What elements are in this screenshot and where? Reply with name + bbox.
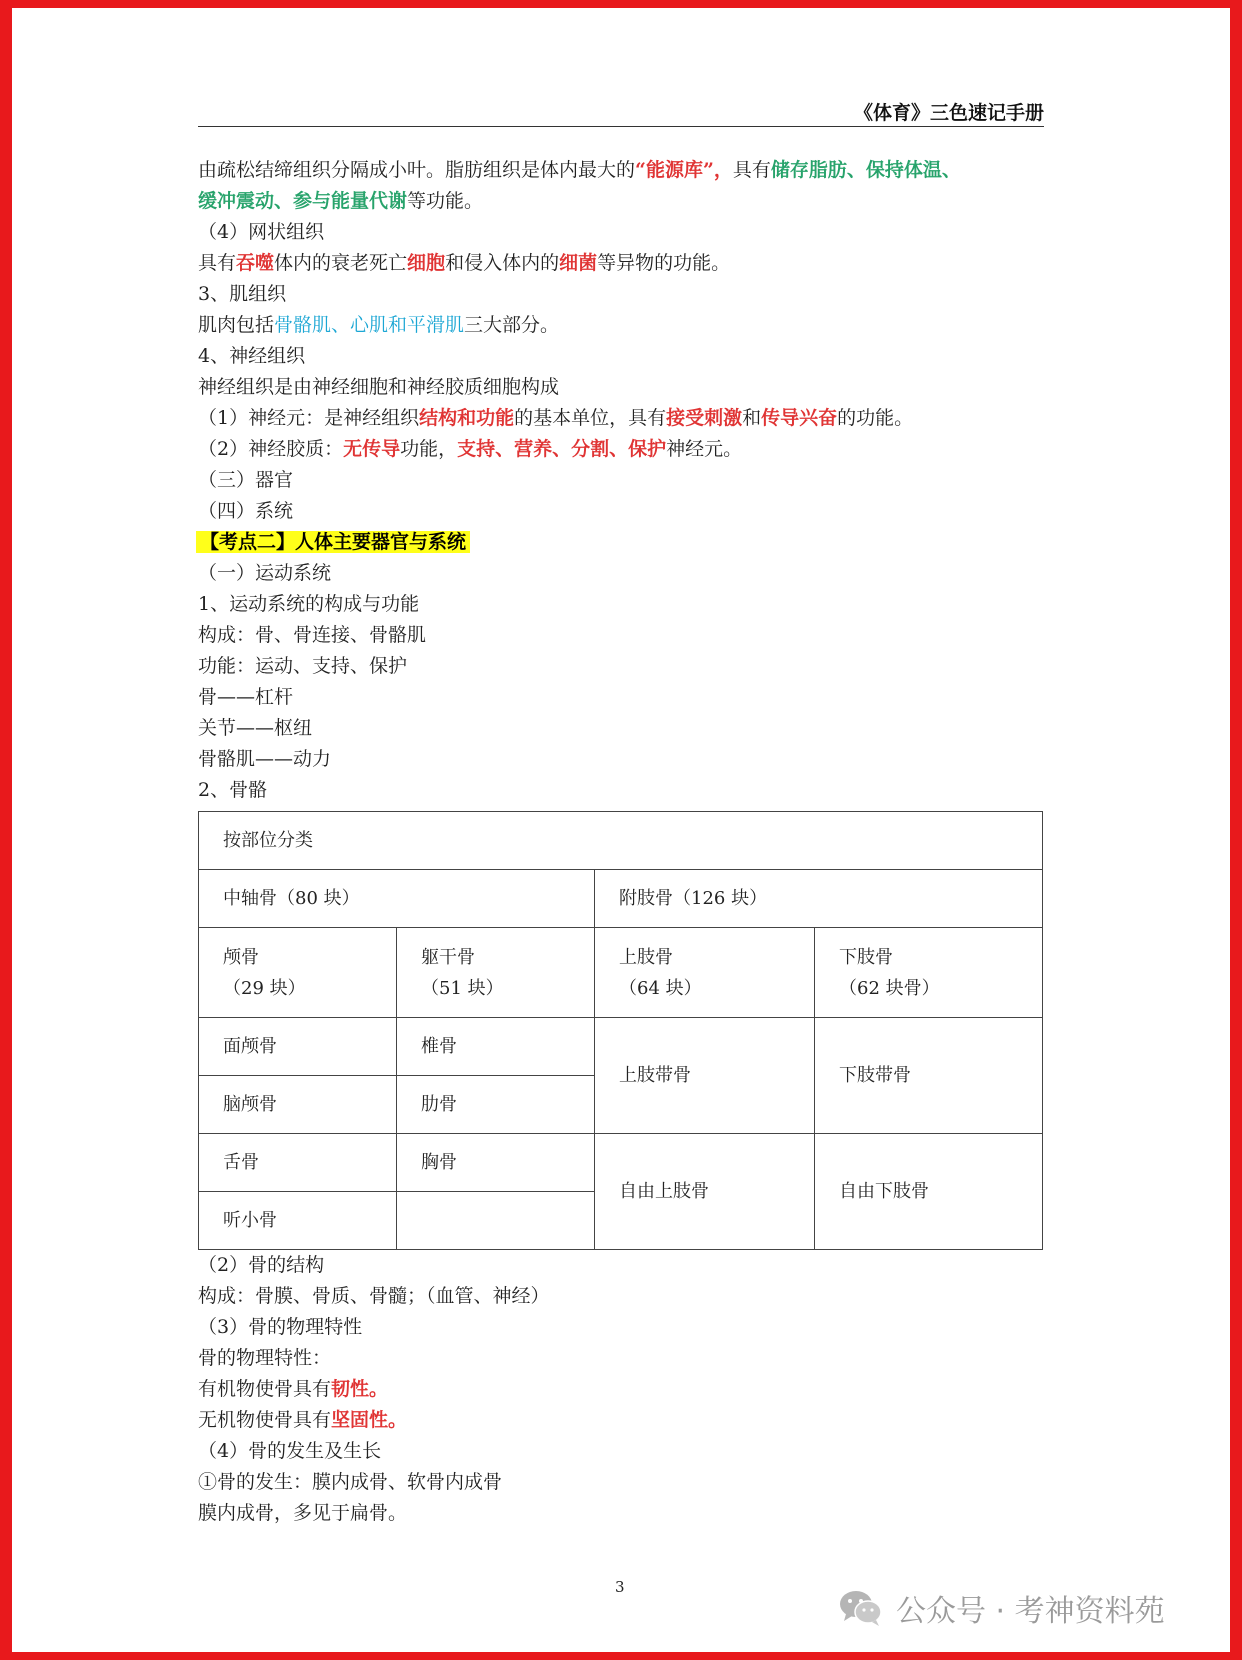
text-line: 骨——杠杆 xyxy=(198,686,294,708)
bone-section xyxy=(198,1250,1048,1529)
header-title: 《体育》三色速记手册 xyxy=(853,102,1044,124)
subheading: 2、骨骼 xyxy=(198,779,268,801)
table-cell: 面颅骨 xyxy=(199,1018,397,1076)
text-line: 构成：骨、骨连接、骨骼肌 xyxy=(198,624,427,646)
highlighted-heading: 【考点二】人体主要器官与系统 xyxy=(196,531,470,553)
table-cell: 下肢带骨 xyxy=(815,1018,1043,1134)
text-line: 有机物使骨具有韧性。 xyxy=(198,1378,389,1400)
section-heading xyxy=(198,527,1048,558)
table-cell: 躯干骨 （51 块） xyxy=(397,928,595,1018)
text-line: 缓冲震动、参与能量代谢等功能。 xyxy=(198,190,484,212)
text-line: 膜内成骨，多见于扁骨。 xyxy=(198,1502,408,1524)
table-cell: 附肢骨（126 块） xyxy=(595,870,1043,928)
text-line: 肌肉包括骨骼肌、心肌和平滑肌三大部分。 xyxy=(198,314,560,336)
text-line: 功能：运动、支持、保护 xyxy=(198,655,408,677)
subheading: （3）骨的物理特性 xyxy=(198,1316,363,1338)
subheading: 1、运动系统的构成与功能 xyxy=(198,593,420,615)
subheading: （4）网状组织 xyxy=(198,221,325,243)
text-line: 神经组织是由神经细胞和神经胶质细胞构成 xyxy=(198,376,560,398)
table-cell: 自由上肢骨 xyxy=(595,1134,815,1250)
subheading: （2）骨的结构 xyxy=(198,1254,325,1276)
text-line: 具有吞噬体内的衰老死亡细胞和侵入体内的细菌等异物的功能。 xyxy=(198,252,731,274)
watermark-text: 公众号 · 考神资料苑 xyxy=(896,1594,1165,1629)
subheading: （三）器官 xyxy=(198,469,294,491)
subheading: （一）运动系统 xyxy=(198,562,332,584)
table-cell: 肋骨 xyxy=(397,1076,595,1134)
subheading: 4、神经组织 xyxy=(198,345,306,367)
text-line: （2）神经胶质：无传导功能，支持、营养、分割、保护神经元。 xyxy=(198,438,743,460)
text-line: 无机物使骨具有坚固性。 xyxy=(198,1409,408,1431)
text-line: 关节——枢纽 xyxy=(198,717,313,739)
text-line: 构成：骨膜、骨质、骨髓；（血管、神经） xyxy=(198,1285,550,1307)
table-cell: 上肢骨 （64 块） xyxy=(595,928,815,1018)
wechat-icon xyxy=(838,1588,884,1628)
subheading: 3、肌组织 xyxy=(198,283,287,305)
header-rule xyxy=(198,126,1044,127)
text-line: 骨骼肌——动力 xyxy=(198,748,332,770)
page-number: 3 xyxy=(615,1578,625,1596)
table-cell: 脑颅骨 xyxy=(199,1076,397,1134)
table-cell: 椎骨 xyxy=(397,1018,595,1076)
watermark xyxy=(838,1586,1165,1630)
table-cell: 下肢骨 （62 块骨） xyxy=(815,928,1043,1018)
table-cell: 上肢带骨 xyxy=(595,1018,815,1134)
subheading: （4）骨的发生及生长 xyxy=(198,1440,382,1462)
bone-classification-table xyxy=(198,811,1043,1250)
table-cell: 颅骨 （29 块） xyxy=(199,928,397,1018)
table-cell: 自由下肢骨 xyxy=(815,1134,1043,1250)
table-cell: 舌骨 xyxy=(199,1134,397,1192)
main-content xyxy=(198,155,1048,806)
text-line: 由疏松结缔组织分隔成小叶。脂肪组织是体内最大的“能源库”，具有储存脂肪、保持体温、 xyxy=(198,159,961,181)
text-line: ①骨的发生：膜内成骨、软骨内成骨 xyxy=(198,1471,503,1493)
table-cell: 按部位分类 xyxy=(199,812,1043,870)
text-line: （1）神经元：是神经组织结构和功能的基本单位，具有接受刺激和传导兴奋的功能。 xyxy=(198,407,914,429)
table-cell: 听小骨 xyxy=(199,1192,397,1250)
subheading: （四）系统 xyxy=(198,500,294,522)
table-cell xyxy=(397,1192,595,1250)
table-cell: 胸骨 xyxy=(397,1134,595,1192)
text-line: 骨的物理特性： xyxy=(198,1347,332,1369)
table-cell: 中轴骨（80 块） xyxy=(199,870,595,928)
